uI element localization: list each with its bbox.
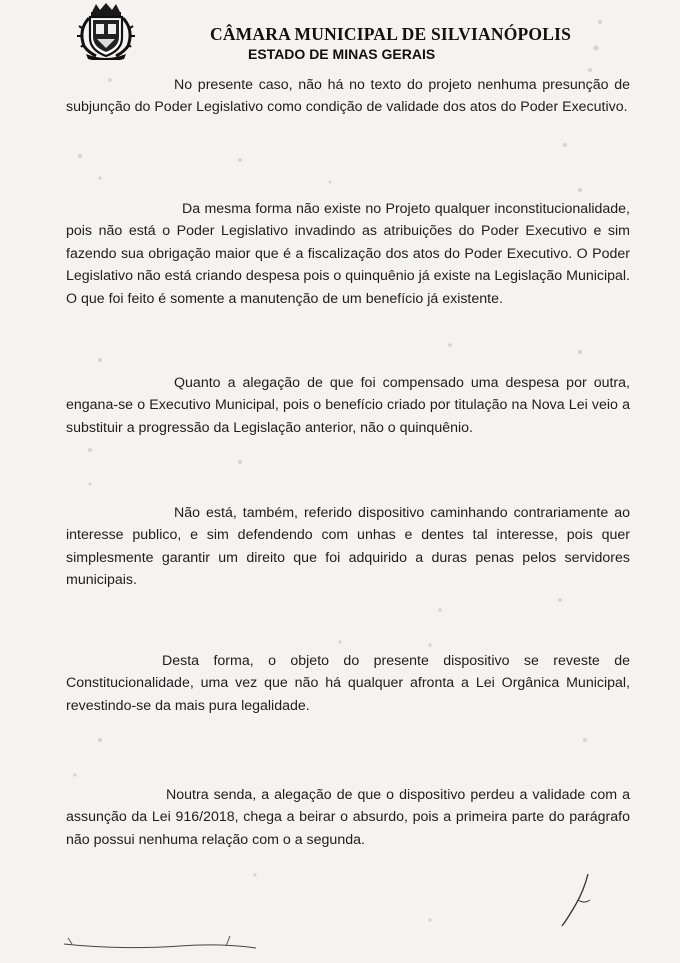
paragraph-2: Da mesma forma não existe no Projeto qualquer inconstitucionalidade, pois não está o Poder Legislativo invadindo as atribuições do Poder Executivo e sim fazendo sua obrigação maior que é a fiscalização dos atos do Poder Executivo. O Poder Legislativo não está criando despesa pois o quinquênio já existe na Legislação Municipal. O que foi feito é somente a manutenção de um benefício já existente.	[66, 201, 630, 307]
paragraph-3: Quanto a alegação de que foi compensado uma despesa por outra, engana-se o Executivo Municipal, pois o benefício criado por titulação na Nova Lei veio a substituir a progressão da Legislação anterior, não o quinquênio.	[66, 375, 630, 436]
paragraph-5: Desta forma, o objeto do presente dispositivo se reveste de Constitucionalidade, uma vez que não há qualquer afronta a Lei Orgânica Municipal, revestindo-se da mais pura legalidade.	[66, 653, 630, 714]
institution-subtitle: ESTADO DE MINAS GERAIS	[248, 46, 436, 62]
signature-mark	[548, 870, 608, 930]
paragraph-6: Noutra senda, a alegação de que o dispositivo perdeu a validade com a assunção da Lei 916/2018, chega a beirar o absurdo, pois a primeira parte do parágrafo não possui nenhuma relação com o a segunda.	[66, 787, 630, 848]
paragraph-4: Não está, também, referido dispositivo caminhando contrariamente ao interesse publico, e sim defendendo com unhas e dentes tal interesse, pois quer simplesmente garantir um direito que foi adquirido a duras penas pelos servidores municipais.	[66, 505, 630, 589]
bottom-pen-stroke	[60, 930, 260, 954]
paragraph-1: No presente caso, não há no texto do projeto nenhuma presunção de subjunção do Poder Legislativo como condição de validade dos atos do Poder Executivo.	[66, 77, 630, 116]
institution-title: CÂMARA MUNICIPAL DE SILVIANÓPOLIS	[210, 24, 572, 44]
coat-of-arms-icon	[76, 2, 136, 60]
